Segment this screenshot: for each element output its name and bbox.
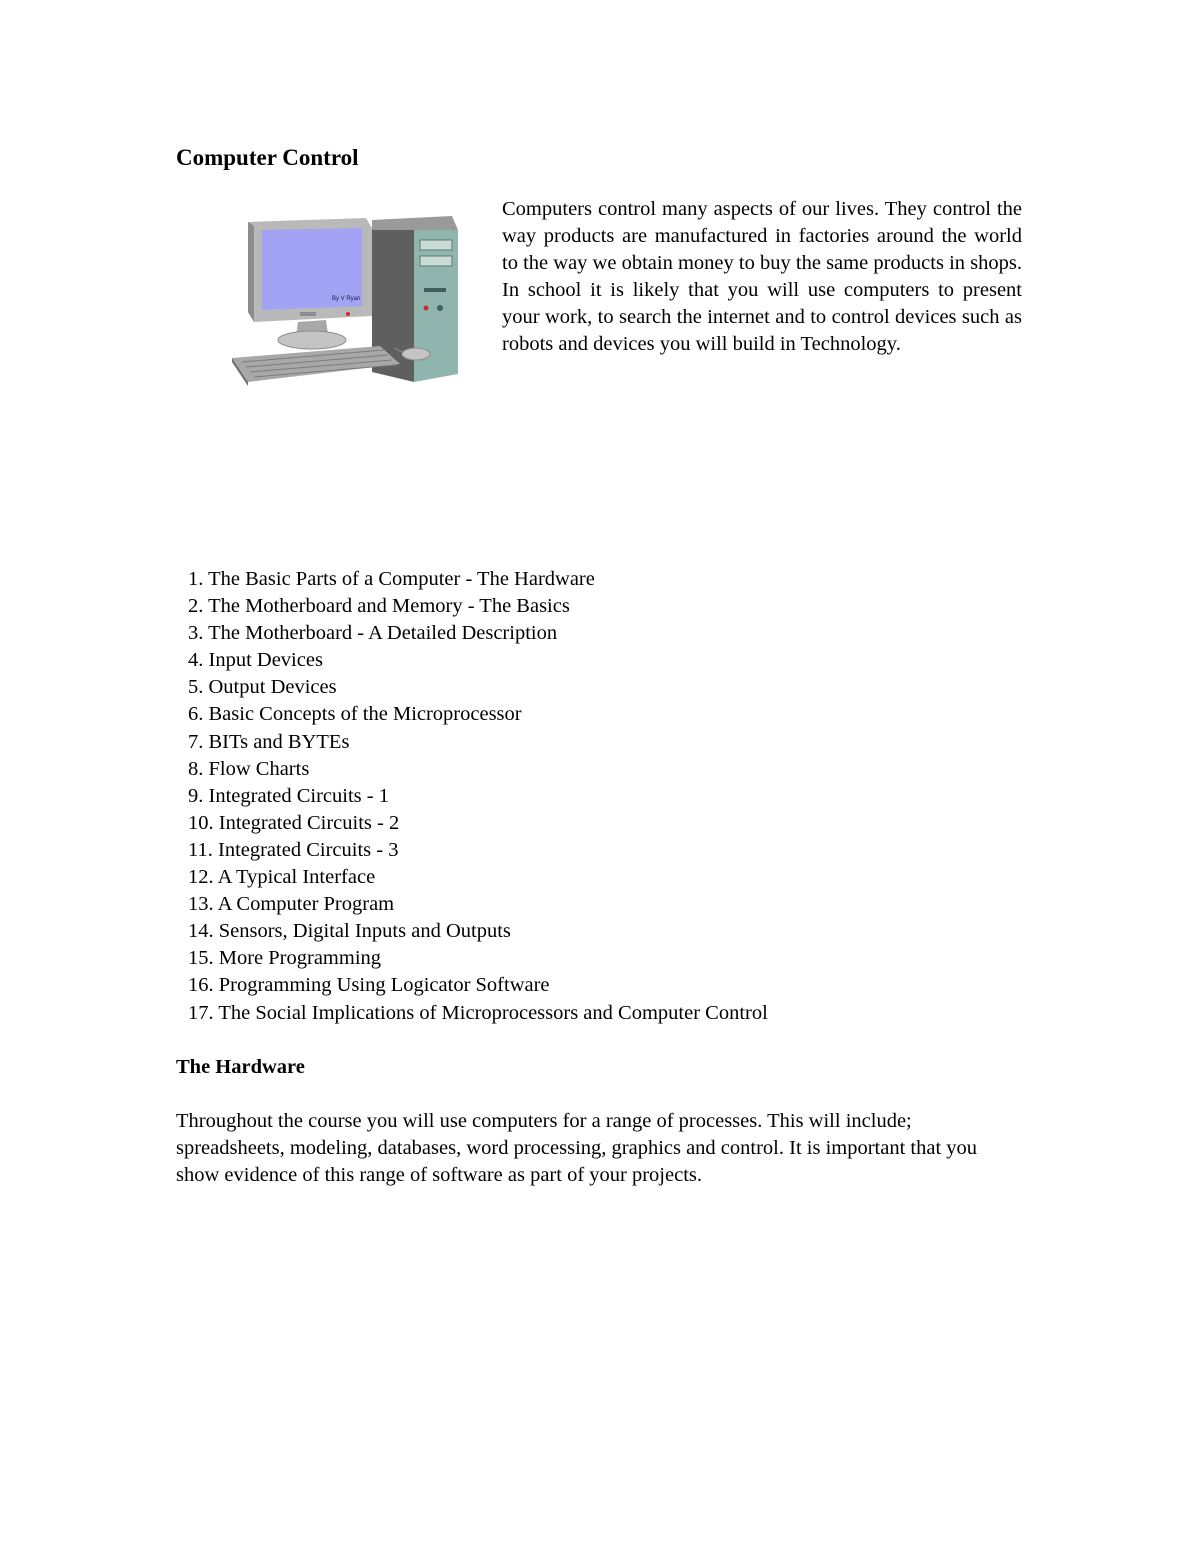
intro-paragraph	[176, 196, 1022, 390]
topic-item: 3. The Motherboard - A Detailed Description	[188, 622, 558, 645]
topic-item: 1. The Basic Parts of a Computer - The Hardware	[188, 568, 595, 590]
topic-item: 15. More Programming	[188, 947, 382, 970]
topic-item: 7. BITs and BYTEs	[188, 730, 350, 753]
desktop-computer-icon	[176, 196, 500, 390]
topic-item: 12. A Typical Interface	[188, 866, 376, 889]
topic-item: 2. The Motherboard and Memory - The Basics	[188, 595, 570, 618]
topic-item: 10. Integrated Circuits - 2	[188, 811, 400, 834]
hardware-paragraph: Throughout the course you will use computers for a range of processes. This will include; spreadsheets, modeling, databases, word processing, graphics and control. It is important that you show evidence of this range of software as part of your projects.	[176, 1110, 978, 1186]
topic-item: 5. Output Devices	[188, 676, 337, 699]
page-title: Computer Control	[176, 145, 359, 170]
topic-item: 17. The Social Implications of Microprocessors and Computer Control	[188, 1001, 768, 1024]
topic-item: 8. Flow Charts	[188, 757, 310, 780]
topic-item: 13. A Computer Program	[188, 893, 395, 916]
topic-item: 14. Sensors, Digital Inputs and Outputs	[188, 920, 511, 943]
topic-item: 11. Integrated Circuits - 3	[188, 838, 399, 861]
hardware-heading: The Hardware	[176, 1056, 305, 1078]
topic-item: 9. Integrated Circuits - 1	[188, 784, 389, 807]
monitor-screen-label: By V Ryan	[332, 296, 361, 302]
intro-text: Computers control many aspects of our lives. They control the way products are manufactured in factories around the world to the way we obtain money to buy the same products in shops. In school it is likely that you will use computers to present your work, to search the internet and to control devices such as robots and devices you will build in Technology.	[502, 198, 1022, 355]
topic-item: 16. Programming Using Logicator Software	[188, 974, 550, 997]
topic-item: 4. Input Devices	[188, 649, 323, 672]
topic-item: 6. Basic Concepts of the Microprocessor	[188, 703, 522, 726]
topic-list	[176, 566, 1022, 1027]
